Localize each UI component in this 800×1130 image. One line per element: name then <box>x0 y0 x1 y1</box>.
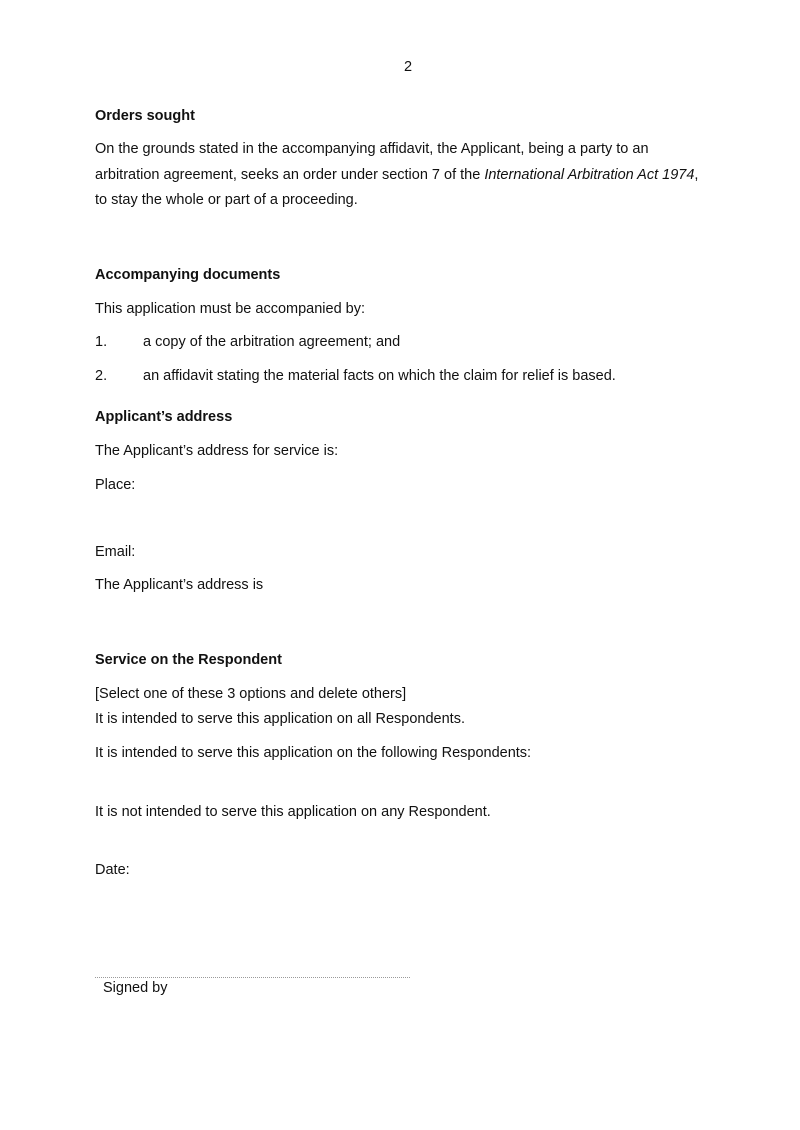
page-number: 2 <box>404 59 413 75</box>
service-heading: Service on the Respondent <box>95 652 282 668</box>
address-for-service-line: The Applicant’s address for service is: <box>95 443 339 459</box>
orders-sought-heading: Orders sought <box>95 108 195 124</box>
applicant-address-heading: Applicant’s address <box>95 409 233 425</box>
service-option-1: It is intended to serve this application on all Respondents. <box>95 711 465 727</box>
orders-sought-line-2-post: , <box>694 167 699 183</box>
signature-line <box>95 977 410 978</box>
email-label: Email: <box>95 544 136 560</box>
service-option-3: It is not intended to serve this application on any Respondent. <box>95 804 491 820</box>
list-item-number-1: 1. <box>95 334 108 350</box>
place-label: Place: <box>95 477 136 493</box>
orders-sought-line-2-pre: arbitration agreement, seeks an order under section 7 of the <box>95 167 485 183</box>
act-title: International Arbitration Act 1974 <box>484 167 695 183</box>
accompanying-documents-intro: This application must be accompanied by: <box>95 301 366 317</box>
orders-sought-line-1: On the grounds stated in the accompanying affidavit, the Applicant, being a party to an <box>95 141 649 157</box>
date-label: Date: <box>95 862 130 878</box>
signed-by-label: Signed by <box>103 980 168 996</box>
applicant-address-line: The Applicant’s address is <box>95 577 264 593</box>
list-item-number-2: 2. <box>95 368 108 384</box>
orders-sought-line-2 <box>95 168 698 183</box>
list-item-text-2: an affidavit stating the material facts on which the claim for relief is based. <box>143 368 616 384</box>
service-option-2: It is intended to serve this application on the following Respondents: <box>95 745 532 761</box>
accompanying-documents-heading: Accompanying documents <box>95 267 281 283</box>
list-item-text-1: a copy of the arbitration agreement; and <box>143 334 401 350</box>
service-instruction: [Select one of these 3 options and delete others] <box>95 686 407 702</box>
orders-sought-line-3: to stay the whole or part of a proceeding. <box>95 192 358 208</box>
